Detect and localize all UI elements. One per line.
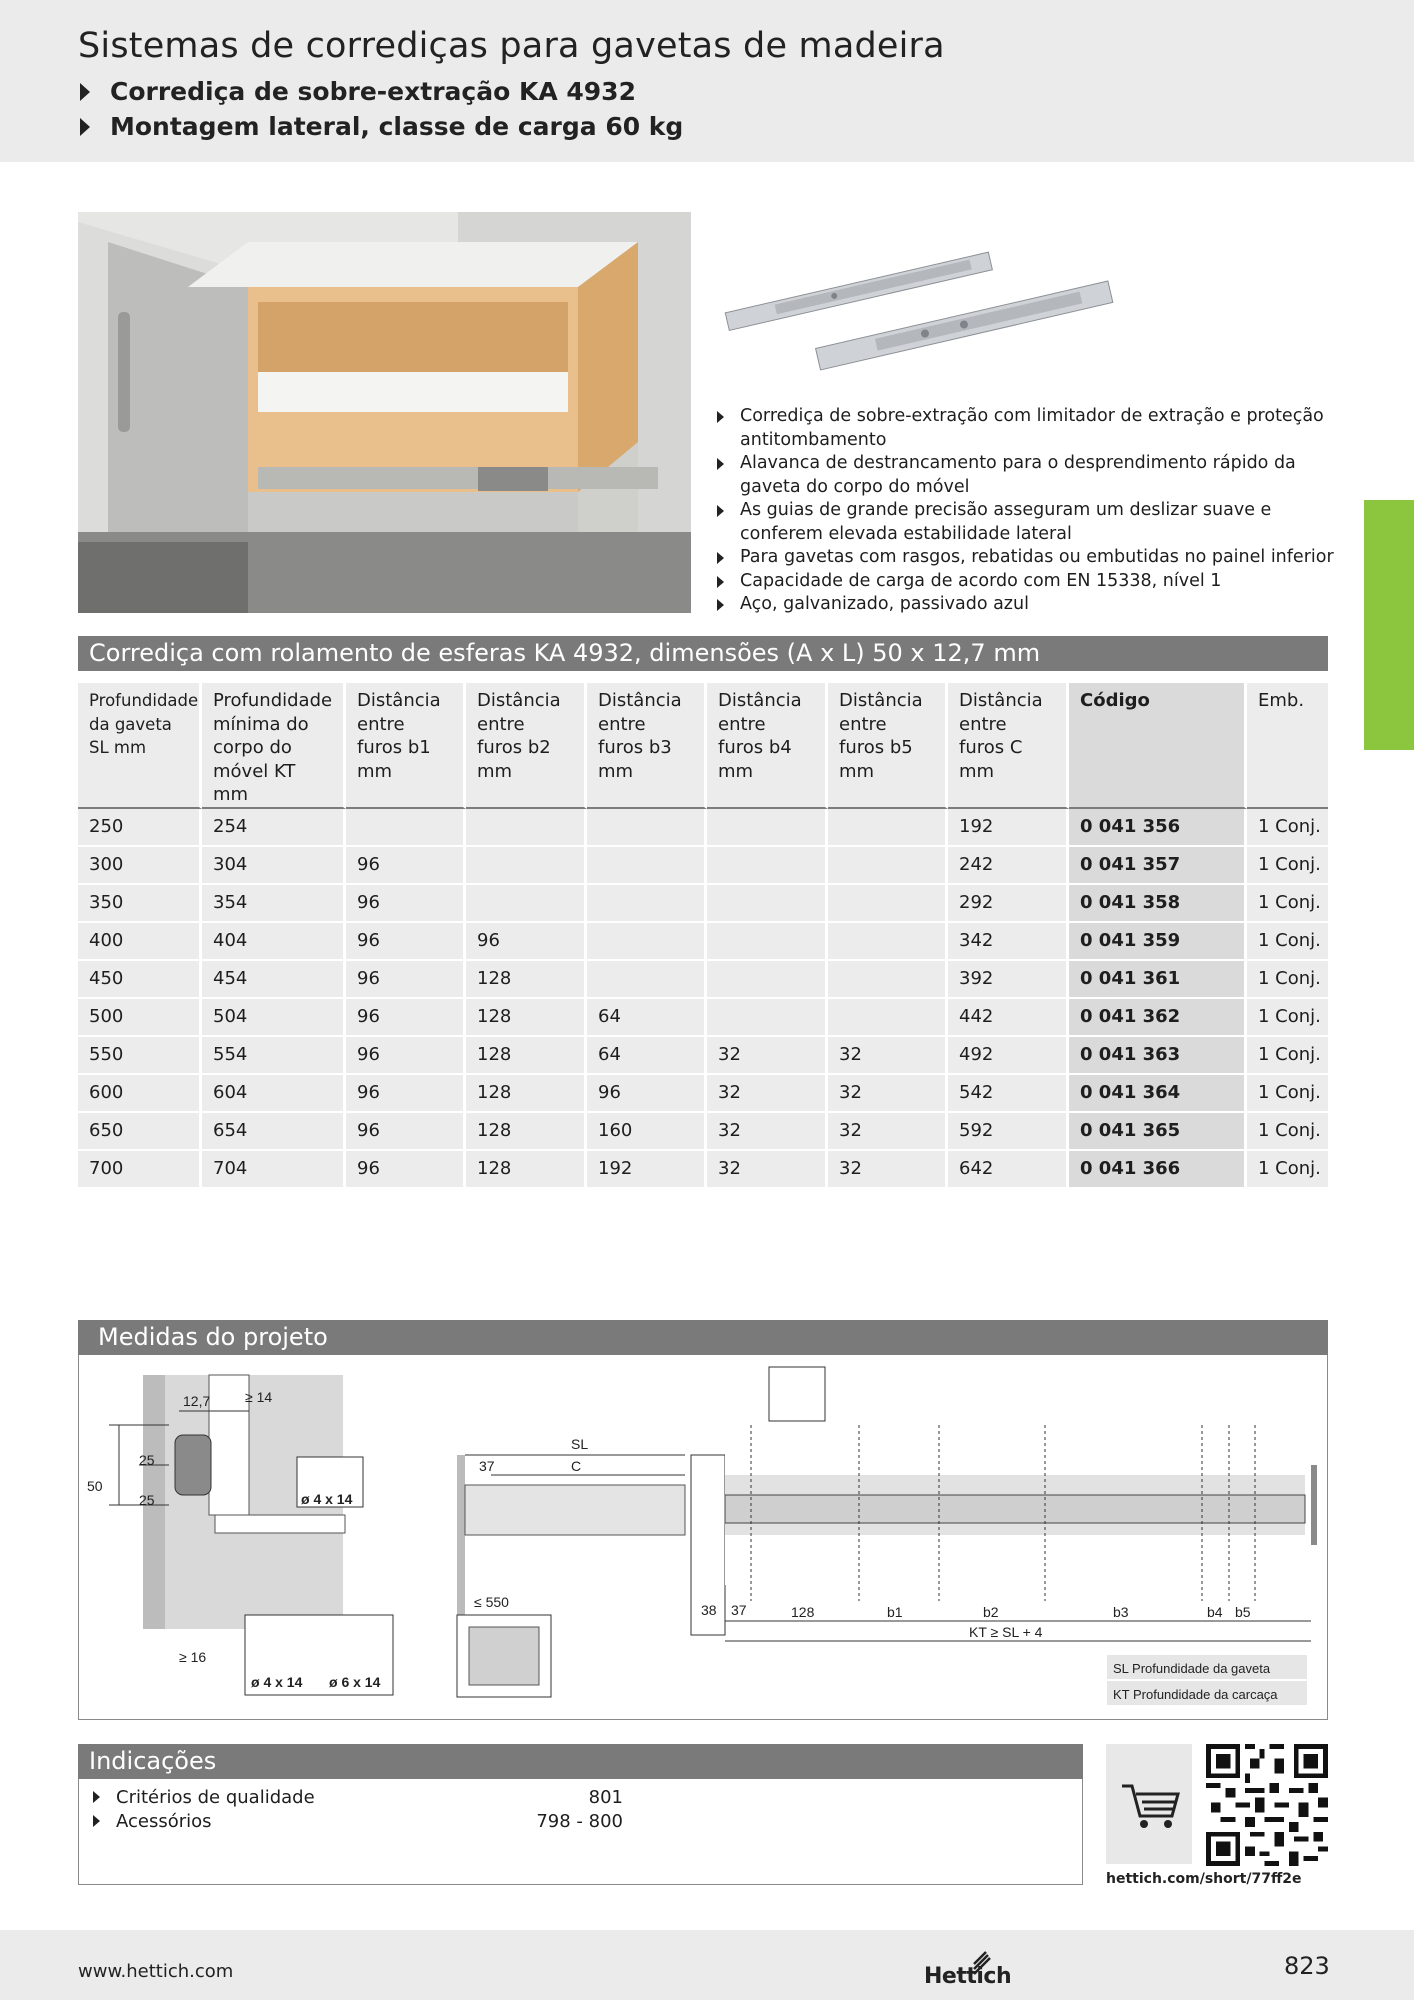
brand-name: Hettich	[924, 1964, 1012, 1989]
dim-12-7: 12,7	[183, 1393, 211, 1409]
table-cell: 292	[948, 885, 1069, 923]
table-row	[78, 809, 1328, 847]
table-cell: 1 Conj.	[1247, 1113, 1328, 1151]
dimensions-title: Medidas do projeto	[78, 1320, 1328, 1355]
table-body	[78, 809, 1328, 1189]
table-cell: 128	[466, 1037, 587, 1075]
indication-item[interactable]	[93, 1787, 623, 1808]
dim-50: 50	[87, 1478, 103, 1494]
table-cell: 392	[948, 961, 1069, 999]
article-code-cell[interactable]: 0 041 359	[1069, 923, 1247, 961]
table-cell	[466, 885, 587, 923]
table-cell: 704	[202, 1151, 346, 1189]
table-cell: 550	[78, 1037, 202, 1075]
table-row	[78, 1151, 1328, 1189]
screw-label-2: ø 4 x 14	[251, 1674, 303, 1690]
dim-38: 38	[701, 1602, 717, 1618]
indication-label: Critérios de qualidade	[116, 1787, 315, 1808]
dim-b3: b3	[1113, 1604, 1129, 1620]
dim-sl: SL	[571, 1436, 589, 1452]
screw-label-3: ø 6 x 14	[329, 1674, 381, 1690]
drawer-photo	[78, 212, 691, 613]
dim-b4: b4	[1207, 1604, 1223, 1620]
shopping-cart-icon	[1106, 1744, 1192, 1864]
table-cell: 654	[202, 1113, 346, 1151]
subtitle-mounting	[80, 112, 683, 141]
table-row	[78, 1113, 1328, 1151]
table-cell: 32	[707, 1075, 828, 1113]
table-cell: 128	[466, 1113, 587, 1151]
table-cell: 96	[346, 1151, 466, 1189]
column-header: Distância entre furos b5 mm	[828, 683, 948, 809]
table-row	[78, 923, 1328, 961]
table-cell: 1 Conj.	[1247, 999, 1328, 1037]
article-code-cell[interactable]: 0 041 356	[1069, 809, 1247, 847]
table-cell: 454	[202, 961, 346, 999]
table-cell: 700	[78, 1151, 202, 1189]
table-row	[78, 1037, 1328, 1075]
table-cell	[828, 961, 948, 999]
dim-le550: ≤ 550	[474, 1594, 509, 1610]
feature-item: Capacidade de carga de acordo com EN 15338, nível 1	[714, 570, 1334, 594]
article-code-cell[interactable]: 0 041 361	[1069, 961, 1247, 999]
table-cell: 342	[948, 923, 1069, 961]
table-cell: 32	[828, 1151, 948, 1189]
table-cell: 96	[346, 1037, 466, 1075]
table-cell	[346, 809, 466, 847]
dim-37a: 37	[479, 1458, 495, 1474]
table-cell	[707, 999, 828, 1037]
table-cell	[587, 961, 707, 999]
table-cell: 254	[202, 809, 346, 847]
table-cell	[707, 961, 828, 999]
table-cell: 304	[202, 847, 346, 885]
table-row	[78, 961, 1328, 999]
table-cell	[707, 809, 828, 847]
table-cell: 32	[707, 1037, 828, 1075]
table-title: Corrediça com rolamento de esferas KA 4932, dimensões (A x L) 50 x 12,7 mm	[78, 636, 1328, 671]
table-cell: 32	[828, 1075, 948, 1113]
table-cell: 650	[78, 1113, 202, 1151]
slide-rails-image	[718, 212, 1138, 392]
article-code-cell[interactable]: 0 041 362	[1069, 999, 1247, 1037]
table-cell: 96	[346, 961, 466, 999]
table-cell: 96	[587, 1075, 707, 1113]
table-cell: 604	[202, 1075, 346, 1113]
subtitle-product	[80, 77, 636, 106]
table-cell: 600	[78, 1075, 202, 1113]
column-header: Profundidade mínima do corpo do móvel KT mm	[202, 683, 346, 809]
table-cell	[466, 847, 587, 885]
drawer-illustration	[78, 212, 691, 613]
table-cell: 128	[466, 1075, 587, 1113]
table-row	[78, 1075, 1328, 1113]
table-cell	[828, 809, 948, 847]
table-cell: 242	[948, 847, 1069, 885]
indication-item[interactable]	[93, 1811, 623, 1832]
article-code-cell[interactable]: 0 041 365	[1069, 1113, 1247, 1151]
table-cell: 1 Conj.	[1247, 923, 1328, 961]
page-number: 823	[1284, 1952, 1330, 1980]
feature-item: Corrediça de sobre-extração com limitador de extração e proteção antitombamento	[714, 405, 1334, 452]
table-cell	[828, 923, 948, 961]
table-cell: 32	[707, 1113, 828, 1151]
table-cell	[707, 923, 828, 961]
table-cell	[466, 809, 587, 847]
article-code-cell[interactable]: 0 041 357	[1069, 847, 1247, 885]
dim-128: 128	[791, 1604, 815, 1620]
table-cell	[587, 885, 707, 923]
column-header: Distância entre furos b1 mm	[346, 683, 466, 809]
bullet-arrow-icon	[80, 83, 90, 101]
website-link[interactable]: www.hettich.com	[78, 1961, 234, 1982]
feature-item: Aço, galvanizado, passivado azul	[714, 593, 1334, 617]
screw-label-1: ø 4 x 14	[301, 1491, 353, 1507]
table-cell: 442	[948, 999, 1069, 1037]
table-cell: 300	[78, 847, 202, 885]
table-cell: 642	[948, 1151, 1069, 1189]
dim-b2: b2	[983, 1604, 999, 1620]
table-cell: 492	[948, 1037, 1069, 1075]
brand-logo	[924, 1956, 1012, 1989]
table-cell: 450	[78, 961, 202, 999]
dim-25b: 25	[139, 1492, 155, 1508]
table-cell: 1 Conj.	[1247, 847, 1328, 885]
table-cell: 354	[202, 885, 346, 923]
article-code-cell[interactable]: 0 041 363	[1069, 1037, 1247, 1075]
table-cell: 96	[346, 1113, 466, 1151]
table-cell: 32	[828, 1113, 948, 1151]
dim-b5: b5	[1235, 1604, 1251, 1620]
specification-table	[78, 683, 1328, 1189]
table-cell: 554	[202, 1037, 346, 1075]
dim-c: C	[571, 1458, 582, 1474]
dim-25a: 25	[139, 1452, 155, 1468]
table-cell: 192	[587, 1151, 707, 1189]
table-cell: 96	[346, 999, 466, 1037]
table-cell: 96	[346, 1075, 466, 1113]
table-row	[78, 847, 1328, 885]
table-cell: 96	[466, 923, 587, 961]
dimension-drawing	[79, 1355, 1327, 1719]
column-header: Distância entre furos b4 mm	[707, 683, 828, 809]
table-cell: 1 Conj.	[1247, 1075, 1328, 1113]
table-cell: 500	[78, 999, 202, 1037]
section-tab-marker	[1364, 500, 1414, 750]
subtitle-mounting-text: Montagem lateral, classe de carga 60 kg	[110, 112, 684, 141]
indications-title: Indicações	[78, 1744, 1083, 1779]
bullet-arrow-icon	[80, 118, 90, 136]
dim-37b: 37	[731, 1602, 747, 1618]
table-cell: 128	[466, 961, 587, 999]
dim-ge14: ≥ 14	[245, 1389, 273, 1405]
indication-page: 798 - 800	[536, 1811, 623, 1832]
column-header: Distância entre furos b3 mm	[587, 683, 707, 809]
table-cell: 592	[948, 1113, 1069, 1151]
table-cell: 404	[202, 923, 346, 961]
table-cell: 1 Conj.	[1247, 961, 1328, 999]
column-header: Distância entre furos b2 mm	[466, 683, 587, 809]
short-url-link[interactable]: hettich.com/short/77ff2e	[1106, 1871, 1302, 1887]
table-cell	[828, 847, 948, 885]
table-cell: 400	[78, 923, 202, 961]
table-cell: 1 Conj.	[1247, 1151, 1328, 1189]
table-cell	[828, 999, 948, 1037]
dim-ge16: ≥ 16	[179, 1649, 207, 1665]
table-cell: 1 Conj.	[1247, 885, 1328, 923]
bullet-arrow-icon	[93, 1791, 100, 1803]
table-cell: 128	[466, 1151, 587, 1189]
table-cell: 96	[346, 885, 466, 923]
feature-item: Para gavetas com rasgos, rebatidas ou embutidas no painel inferior	[714, 546, 1334, 570]
indication-label: Acessórios	[116, 1811, 212, 1832]
dimensions-panel	[78, 1355, 1328, 1720]
table-cell: 250	[78, 809, 202, 847]
table-row	[78, 999, 1328, 1037]
dim-kt: KT ≥ SL + 4	[969, 1624, 1043, 1640]
feature-list	[714, 405, 1334, 617]
table-cell	[587, 923, 707, 961]
article-code-cell[interactable]: 0 041 366	[1069, 1151, 1247, 1189]
table-cell: 542	[948, 1075, 1069, 1113]
table-cell	[587, 847, 707, 885]
article-code-cell[interactable]: 0 041 364	[1069, 1075, 1247, 1113]
column-header: Profundidade da gaveta SL mm	[78, 683, 202, 809]
table-cell: 128	[466, 999, 587, 1037]
table-cell: 350	[78, 885, 202, 923]
table-row	[78, 885, 1328, 923]
table-cell	[707, 885, 828, 923]
table-cell: 64	[587, 999, 707, 1037]
page-title: Sistemas de corrediças para gavetas de madeira	[78, 26, 945, 66]
table-cell: 32	[707, 1151, 828, 1189]
legend-kt: KT Profundidade da carcaça	[1113, 1687, 1278, 1702]
table-cell: 64	[587, 1037, 707, 1075]
table-header-row	[78, 683, 1328, 809]
qr-code[interactable]	[1206, 1744, 1328, 1866]
column-header: Emb.	[1247, 683, 1328, 809]
column-header: Código	[1069, 683, 1247, 809]
indications-panel	[78, 1779, 1083, 1885]
table-cell: 504	[202, 999, 346, 1037]
table-cell: 96	[346, 923, 466, 961]
table-cell: 192	[948, 809, 1069, 847]
column-header: Distância entre furos C mm	[948, 683, 1069, 809]
table-cell: 160	[587, 1113, 707, 1151]
page-header	[0, 0, 1414, 162]
table-cell: 1 Conj.	[1247, 1037, 1328, 1075]
table-cell: 1 Conj.	[1247, 809, 1328, 847]
shop-cart-button[interactable]	[1106, 1744, 1192, 1864]
feature-item: As guias de grande precisão asseguram um deslizar suave e conferem elevada estabilidade lateral	[714, 499, 1334, 546]
subtitle-product-text: Corrediça de sobre-extração KA 4932	[110, 77, 636, 106]
page-footer	[0, 1930, 1414, 2000]
table-cell: 96	[346, 847, 466, 885]
table-cell	[707, 847, 828, 885]
feature-item: Alavanca de destrancamento para o desprendimento rápido da gaveta do corpo do móvel	[714, 452, 1334, 499]
table-cell	[587, 809, 707, 847]
dim-b1: b1	[887, 1604, 903, 1620]
table-cell	[828, 885, 948, 923]
legend-sl: SL Profundidade da gaveta	[1113, 1661, 1271, 1676]
article-code-cell[interactable]: 0 041 358	[1069, 885, 1247, 923]
table-cell: 32	[828, 1037, 948, 1075]
bullet-arrow-icon	[93, 1815, 100, 1827]
indication-page: 801	[588, 1787, 623, 1808]
